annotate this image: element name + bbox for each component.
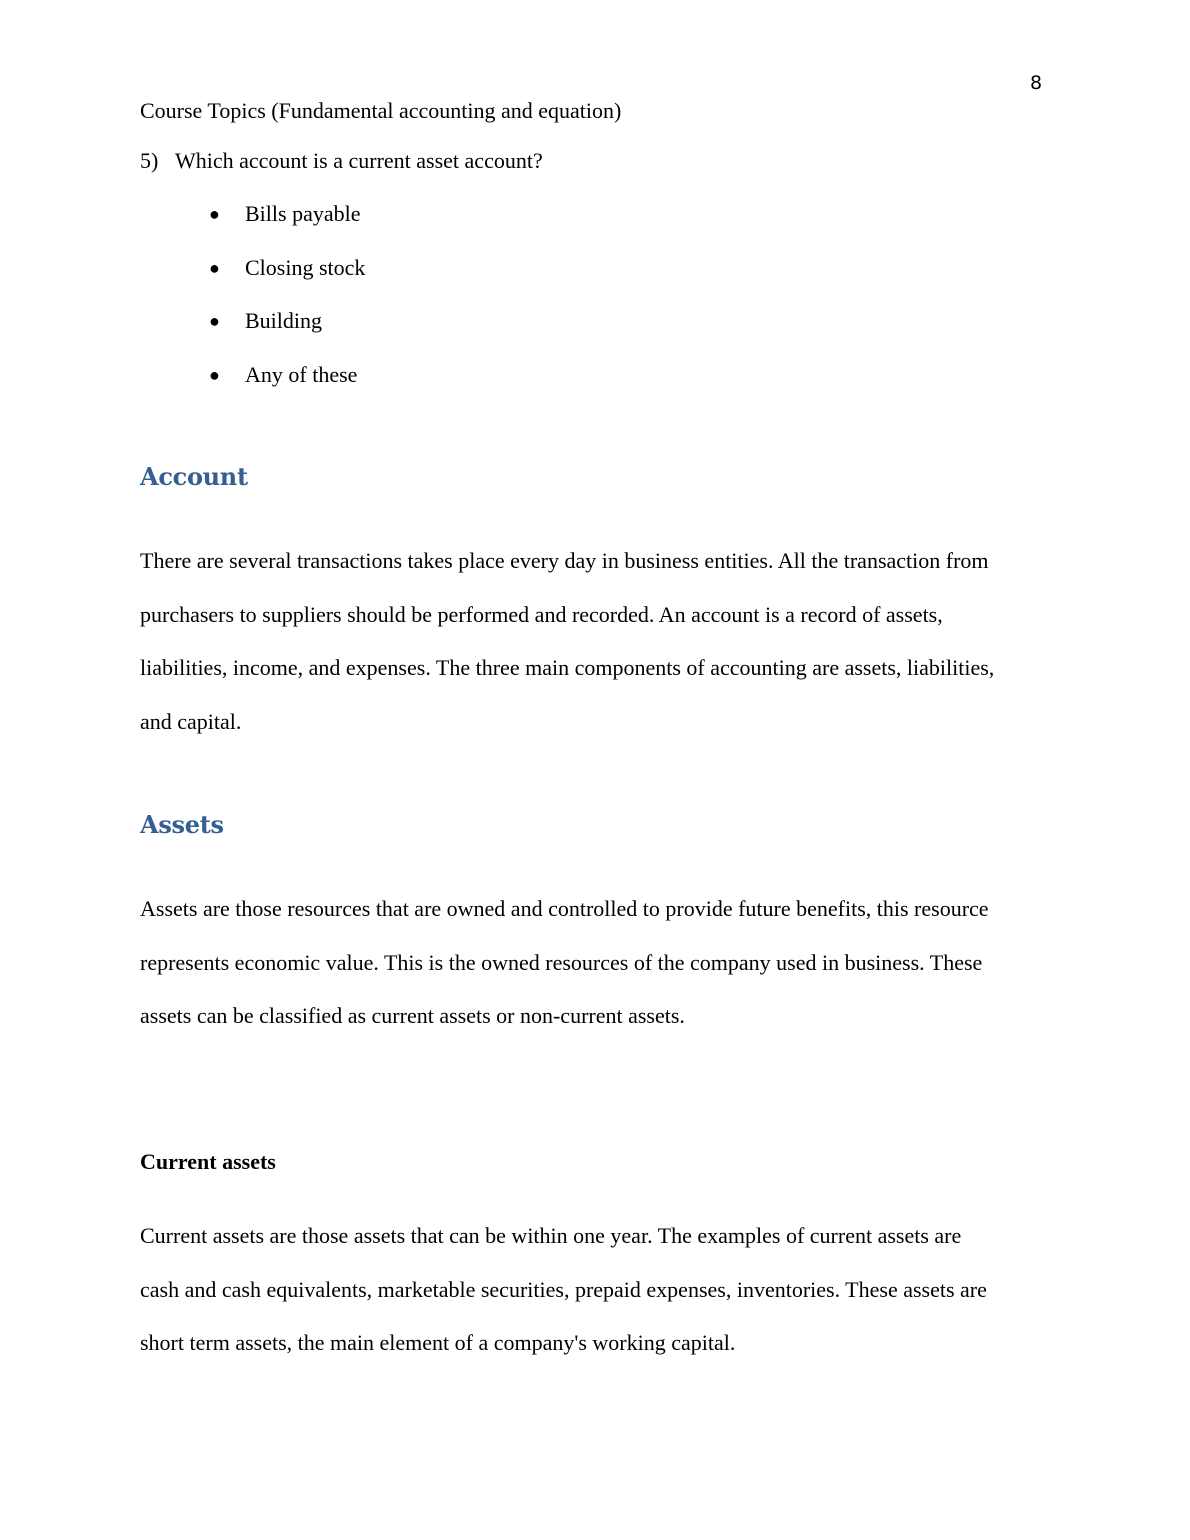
page-number: 8 (1030, 72, 1043, 94)
list-item (205, 253, 365, 307)
running-header: Course Topics (Fundamental accounting and equation) (140, 98, 622, 123)
option-label: Building (245, 308, 323, 333)
paragraph-current-assets (140, 1209, 1055, 1370)
paragraph-line: Current assets are those assets that can be within one year. The examples of current assets are (140, 1223, 962, 1248)
heading-assets: Assets (140, 810, 224, 839)
question-number: 5) (140, 148, 159, 173)
subheading-current-assets: Current assets (140, 1149, 276, 1174)
paragraph-line: and capital. (140, 708, 242, 734)
bullet-icon: ● (209, 204, 220, 224)
paragraph-line: short term assets, the main element of a company's working capital. (140, 1330, 736, 1355)
paragraph-assets (140, 882, 1055, 1043)
question (140, 146, 543, 176)
question-text: Which account is a current asset account? (175, 148, 543, 173)
paragraph-line: purchasers to suppliers should be performed and recorded. An account is a record of assets, (140, 601, 943, 627)
paragraph-line: Assets are those resources that are owned and controlled to provide future benefits, this resource (140, 896, 989, 921)
bullet-icon: ● (209, 364, 220, 385)
option-label: Any of these (245, 361, 358, 387)
paragraph-line: represents economic value. This is the owned resources of the company used in business. These (140, 949, 983, 975)
option-label: Bills payable (245, 201, 361, 226)
bullet-icon: ● (209, 257, 220, 278)
list-item (205, 360, 365, 414)
option-label: Closing stock (245, 254, 366, 280)
bullet-icon: ● (209, 311, 220, 331)
list-item (205, 306, 365, 360)
heading-account: Account (140, 462, 248, 491)
list-item (205, 199, 365, 253)
paragraph-line: cash and cash equivalents, marketable securities, prepaid expenses, inventories. These assets are (140, 1276, 987, 1302)
paragraph-line: There are several transactions takes place every day in business entities. All the transaction from (140, 548, 989, 573)
paragraph-line: liabilities, income, and expenses. The three main components of accounting are assets, liabilities, (140, 655, 995, 680)
paragraph-line: assets can be classified as current assets or non-current assets. (140, 1003, 685, 1028)
answer-options (205, 199, 365, 413)
paragraph-account (140, 534, 1055, 748)
